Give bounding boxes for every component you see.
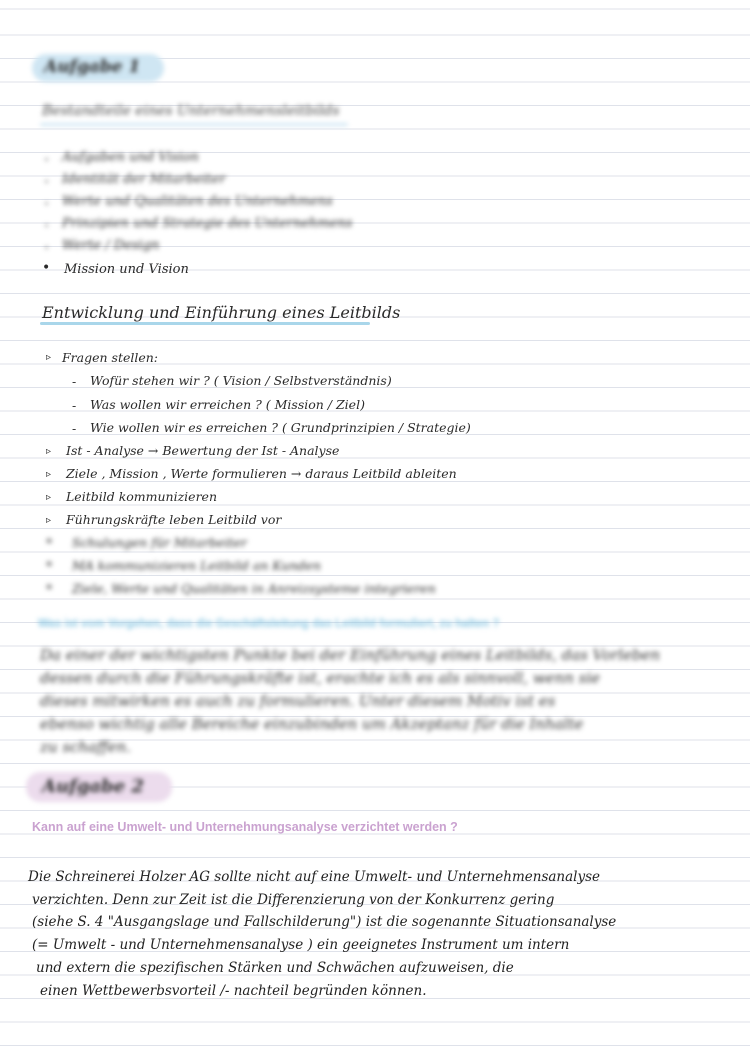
subheading-bestandteile: Bestandteile eines Unternehmensleitbilds bbox=[42, 103, 340, 119]
list-item: Was wollen wir erreichen ? ( Mission / Ziel) bbox=[90, 397, 365, 412]
bullet-dot: • bbox=[42, 260, 51, 276]
triangle-bullet-icon: ▹ bbox=[46, 469, 52, 480]
list-item: Aufgaben und Vision bbox=[62, 150, 199, 165]
list-item: Schulungen für Mitarbeiter bbox=[72, 535, 247, 550]
answer-line: einen Wettbewerbsvorteil /- nachteil begründen können. bbox=[40, 983, 427, 999]
heading-aufgabe-2: Aufgabe 2 bbox=[42, 776, 144, 797]
answer-line: (= Umwelt - und Unternehmensanalyse ) ein geeignetes Instrument um intern bbox=[32, 937, 570, 953]
bullet-dot: · bbox=[44, 194, 50, 213]
triangle-bullet-icon: ▹ bbox=[46, 446, 52, 457]
answer-line: Da einer der wichtigsten Punkte bei der Einführung eines Leitbilds, das Vorleben bbox=[40, 646, 661, 664]
list-item: Werte und Qualitäten des Unternehmens bbox=[62, 194, 333, 209]
subheading-underline bbox=[40, 123, 348, 126]
list-item: Wie wollen wir es erreichen ? ( Grundprinzipien / Strategie) bbox=[90, 420, 471, 435]
bullet-dot: · bbox=[44, 216, 50, 235]
list-item: Mission und Vision bbox=[64, 262, 189, 277]
list-item: Werte / Design bbox=[62, 238, 160, 253]
list-item: Ziele , Mission , Werte formulieren → daraus Leitbild ableiten bbox=[66, 466, 457, 481]
answer-line: dessen durch die Führungskräfte ist, erachte ich es als sinnvoll, wenn sie bbox=[40, 669, 601, 687]
list-item: Ziele, Werte und Qualitäten in Anreizsysteme integrieren bbox=[72, 581, 436, 596]
triangle-bullet-icon: ▹ bbox=[46, 515, 52, 526]
star-bullet: * bbox=[46, 535, 53, 550]
list-item: Prinzipien und Strategie des Unternehmens bbox=[62, 216, 353, 231]
list-item: Ist - Analyse → Bewertung der Ist - Analyse bbox=[66, 443, 340, 458]
answer-line: Die Schreinerei Holzer AG sollte nicht auf eine Umwelt- und Unternehmensanalyse bbox=[28, 869, 601, 885]
question-umweltanalyse: Kann auf eine Umwelt- und Unternehmungsanalyse verzichtet werden ? bbox=[32, 820, 458, 834]
answer-line: ebenso wichtig alle Bereiche einzubinden um Akzeptanz für die Inhalte bbox=[40, 715, 584, 733]
answer-line: zu schaffen. bbox=[40, 738, 131, 756]
star-bullet: * bbox=[46, 581, 53, 596]
dash-bullet: - bbox=[72, 421, 77, 436]
triangle-bullet-icon: ▹ bbox=[46, 352, 52, 363]
bullet-dot: · bbox=[44, 172, 50, 191]
list-item: Identität der Mitarbeiter bbox=[62, 172, 226, 187]
bullet-dot: · bbox=[44, 238, 50, 257]
dash-bullet: - bbox=[72, 398, 77, 413]
heading-entwicklung: Entwicklung und Einführung eines Leitbilds bbox=[42, 303, 401, 322]
heading-underline bbox=[40, 322, 370, 325]
list-item: Leitbild kommunizieren bbox=[66, 489, 218, 504]
answer-line: dieses mitwirken es auch zu formulieren. Unter diesem Motiv ist es bbox=[40, 692, 556, 710]
bullet-dot: · bbox=[44, 150, 50, 169]
list-item: Fragen stellen: bbox=[62, 350, 159, 365]
answer-line: (siehe S. 4 "Ausgangslage und Fallschilderung") ist die sogenannte Situationsanalyse bbox=[32, 914, 617, 930]
dash-bullet: - bbox=[72, 374, 77, 389]
triangle-bullet-icon: ▹ bbox=[46, 492, 52, 503]
list-item: Wofür stehen wir ? ( Vision / Selbstverständnis) bbox=[90, 373, 392, 388]
list-item: MA kommunizieren Leitbild an Kunden bbox=[72, 558, 321, 573]
answer-line: verzichten. Denn zur Zeit ist die Differenzierung von der Konkurrenz gering bbox=[32, 892, 555, 908]
list-item: Führungskräfte leben Leitbild vor bbox=[66, 512, 282, 527]
star-bullet: * bbox=[46, 558, 53, 573]
question-leitbild: Was ist vom Vorgehen, dass die Geschäftsleitung das Leitbild formuliert, zu halten ? bbox=[38, 618, 500, 630]
answer-line: und extern die spezifischen Stärken und Schwächen aufzuweisen, die bbox=[36, 960, 514, 976]
heading-aufgabe-1: Aufgabe 1 bbox=[44, 57, 141, 77]
